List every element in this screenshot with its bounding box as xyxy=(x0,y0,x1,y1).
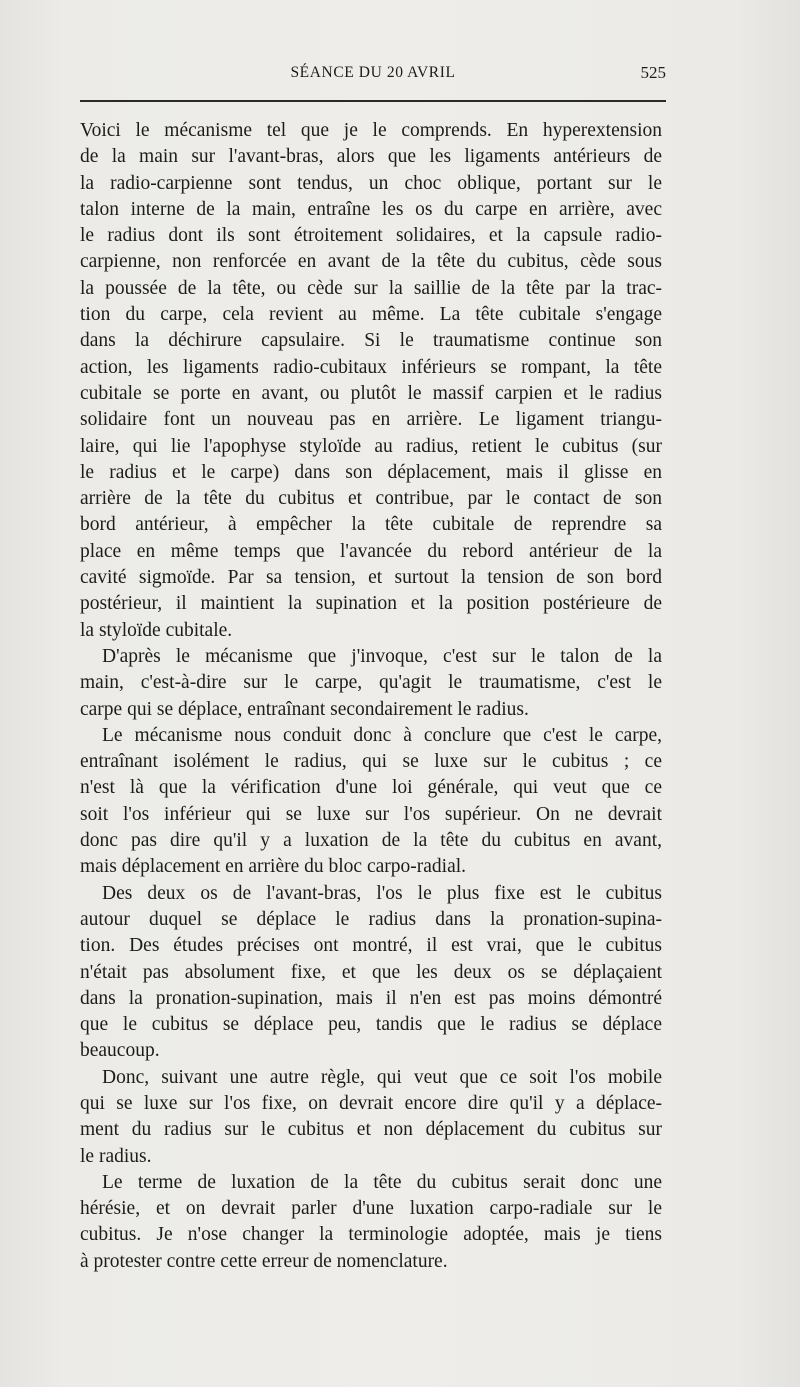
text-line: autour duquel se déplace le radius dans la pronation-supina- xyxy=(80,908,662,930)
text-line: place en même temps que l'avancée du rebord antérieur de la xyxy=(80,540,662,562)
page-number: 525 xyxy=(640,63,666,82)
paragraph xyxy=(80,118,662,644)
text-line: arrière de la tête du cubitus et contribue, par le contact de son xyxy=(80,488,662,510)
text-line: donc pas dire qu'il y a luxation de la tête du cubitus en avant, xyxy=(80,830,662,852)
header-rule xyxy=(80,100,666,102)
text-line: carpienne, non renforcée en avant de la tête du cubitus, cède sous xyxy=(80,251,662,273)
text-line: mais déplacement en arrière du bloc carpo-radial. xyxy=(80,856,467,878)
text-line: Le terme de luxation de la tête du cubitus serait donc une xyxy=(102,1171,662,1193)
text-line: tion du carpe, cela revient au même. La tête cubitale s'engage xyxy=(80,304,662,326)
text-line: beaucoup. xyxy=(80,1040,160,1062)
text-line: action, les ligaments radio-cubitaux inférieurs se rompant, la tête xyxy=(80,356,662,378)
text-line: dans la pronation-supination, mais il n'en est pas moins démontré xyxy=(80,987,662,1009)
text-line: main, c'est-à-dire sur le carpe, qu'agit le traumatisme, c'est le xyxy=(80,672,662,694)
text-line: Le mécanisme nous conduit donc à conclure que c'est le carpe, xyxy=(102,724,662,746)
text-line: qui se luxe sur l'os fixe, on devrait encore dire qu'il y a déplace- xyxy=(80,1092,662,1114)
text-line: le radius dont ils sont étroitement solidaires, et la capsule radio- xyxy=(80,225,662,247)
text-line: postérieur, il maintient la supination et la position postérieure de xyxy=(80,593,662,615)
text-line: carpe qui se déplace, entraînant secondairement le radius. xyxy=(80,698,529,720)
text-line: cavité sigmoïde. Par sa tension, et surtout la tension de son bord xyxy=(80,567,662,589)
text-line: ment du radius sur le cubitus et non déplacement du cubitus sur xyxy=(80,1119,662,1141)
paragraph xyxy=(80,1170,662,1275)
text-line: à protester contre cette erreur de nomenclature. xyxy=(80,1250,448,1272)
text-line: n'était pas absolument fixe, et que les deux os se déplaçaient xyxy=(80,961,662,983)
paragraph xyxy=(80,881,662,1065)
paragraph xyxy=(80,644,662,723)
text-line: laire, qui lie l'apophyse styloïde au radius, retient le cubitus (sur xyxy=(80,435,662,457)
body-text xyxy=(80,118,662,1275)
text-line: Des deux os de l'avant-bras, l'os le plus fixe est le cubitus xyxy=(102,882,662,904)
text-line: cubitus. Je n'ose changer la terminologie adoptée, mais je tiens xyxy=(80,1224,662,1246)
text-line: bord antérieur, à empêcher la tête cubitale de reprendre sa xyxy=(80,514,662,536)
text-line: soit l'os inférieur qui se luxe sur l'os supérieur. On ne devrait xyxy=(80,803,662,825)
text-line: tion. Des études précises ont montré, il est vrai, que le cubitus xyxy=(80,935,662,957)
text-line: hérésie, et on devrait parler d'une luxation carpo-radiale sur le xyxy=(80,1198,662,1220)
text-line: que le cubitus se déplace peu, tandis que le radius se déplace xyxy=(80,1014,662,1036)
text-line: cubitale se porte en avant, ou plutôt le massif carpien et le radius xyxy=(80,382,662,404)
text-line: le radius. xyxy=(80,1145,152,1167)
running-head xyxy=(80,62,666,86)
text-line: talon interne de la main, entraîne les os du carpe en arrière, avec xyxy=(80,198,662,220)
text-line: entraînant isolément le radius, qui se luxe sur le cubitus ; ce xyxy=(80,751,662,773)
paragraph xyxy=(80,723,662,881)
text-line: D'après le mécanisme que j'invoque, c'est sur le talon de la xyxy=(102,645,662,667)
text-line: la radio-carpienne sont tendus, un choc oblique, portant sur le xyxy=(80,172,662,194)
paragraph xyxy=(80,1065,662,1170)
text-line: la styloïde cubitale. xyxy=(80,619,233,641)
text-line: de la main sur l'avant-bras, alors que les ligaments antérieurs de xyxy=(80,146,662,168)
text-line: la poussée de la tête, ou cède sur la saillie de la tête par la trac- xyxy=(80,277,662,299)
text-line: Voici le mécanisme tel que je le comprends. En hyperextension xyxy=(80,120,662,141)
text-line: le radius et le carpe) dans son déplacement, mais il glisse en xyxy=(80,461,662,483)
text-line: solidaire font un nouveau pas en arrière. Le ligament triangu- xyxy=(80,409,662,431)
running-title: SÉANCE DU 20 AVRIL xyxy=(290,64,456,81)
text-line: dans la déchirure capsulaire. Si le traumatisme continue son xyxy=(80,330,662,352)
text-line: n'est là que la vérification d'une loi générale, qui veut que ce xyxy=(80,777,662,799)
text-line: Donc, suivant une autre règle, qui veut que ce soit l'os mobile xyxy=(102,1066,662,1088)
